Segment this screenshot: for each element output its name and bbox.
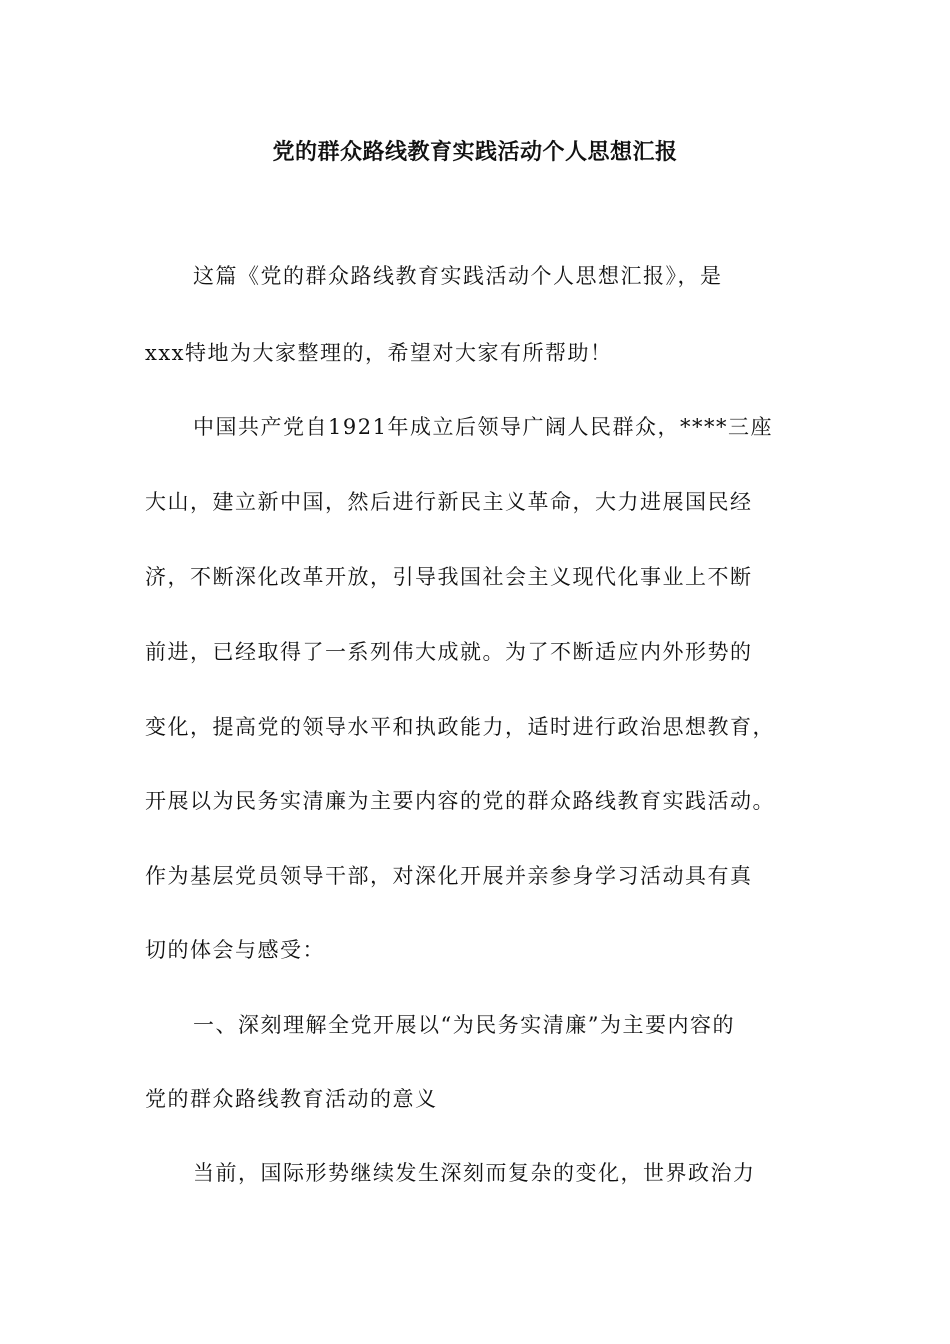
paragraph-line: 大山，建立新中国，然后进行新民主义革命，大力进展国民经 (145, 490, 753, 514)
paragraph-line: 当前，国际形势继续发生深刻而复杂的变化，世界政治力 (193, 1161, 756, 1185)
paragraph-line: 变化，提高党的领导水平和执政能力，适时进行政治思想教育， (145, 715, 775, 739)
paragraph-line: 这篇《党的群众路线教育实践活动个人思想汇报》，是 (193, 264, 723, 288)
section-heading-line: 党的群众路线教育活动的意义 (145, 1087, 438, 1111)
document-title: 党的群众路线教育实践活动个人思想汇报 (272, 139, 678, 165)
paragraph-line: 开展以为民务实清廉为主要内容的党的群众路线教育实践活动。 (145, 789, 775, 813)
paragraph-line: 前进，已经取得了一系列伟大成就。为了不断适应内外形势的 (145, 640, 753, 664)
paragraph-line: 中国共产党自1921年成立后领导广阔人民群众，****三座 (193, 415, 773, 439)
section-heading-line: 一、深刻理解全党开展以“为民务实清廉”为主要内容的 (193, 1013, 735, 1037)
paragraph-line: 切的体会与感受： (145, 938, 325, 962)
paragraph-line: 济，不断深化改革开放，引导我国社会主义现代化事业上不断 (145, 565, 753, 589)
paragraph-line: xxx特地为大家整理的，希望对大家有所帮助！ (145, 341, 613, 365)
paragraph-line: 作为基层党员领导干部，对深化开展并亲参身学习活动具有真 (145, 864, 753, 888)
